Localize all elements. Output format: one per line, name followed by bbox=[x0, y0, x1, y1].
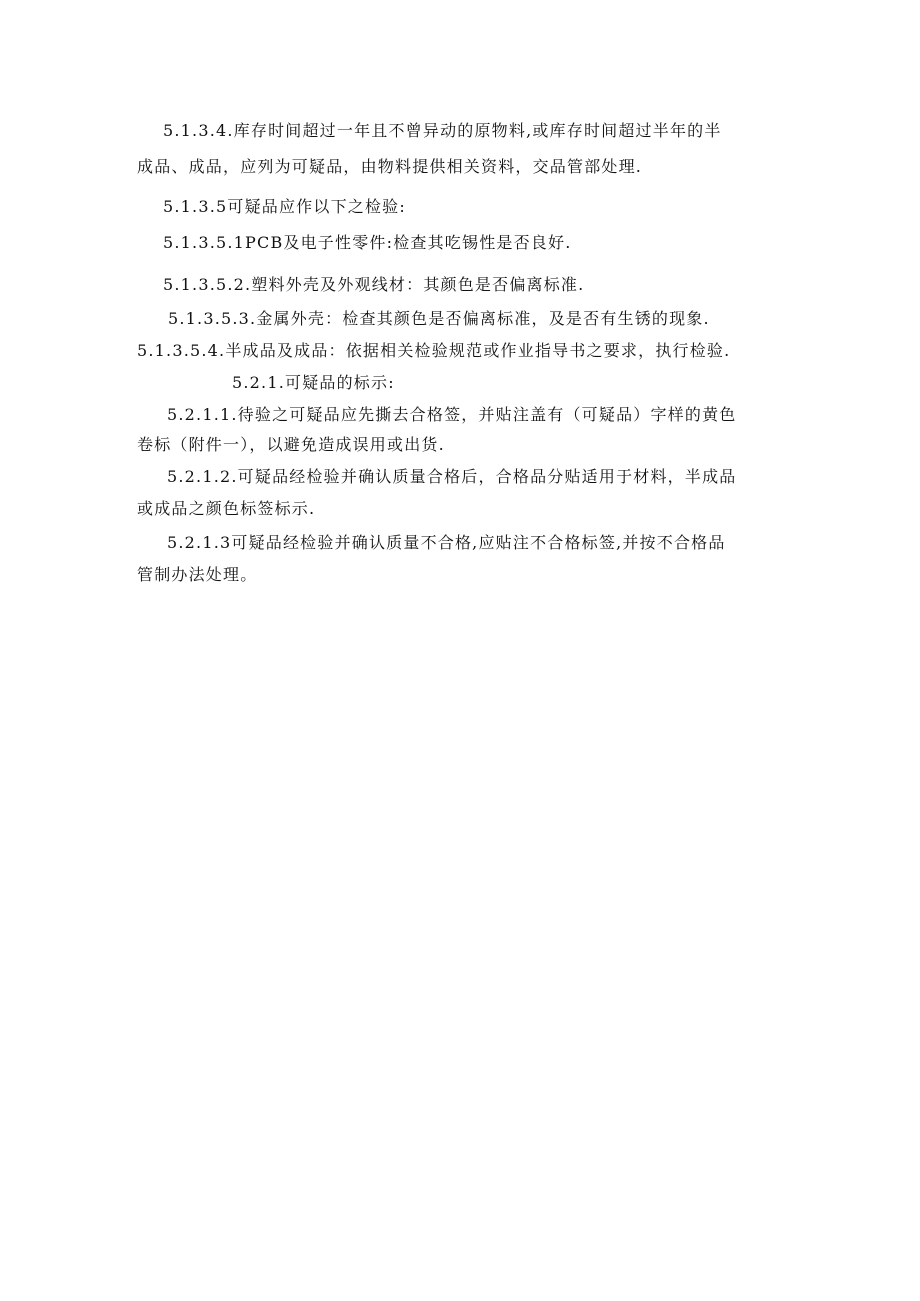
paragraph-5-2-1-1-line-1: 5.2.1.1.待验之可疑品应先撕去合格签，并贴注盖有（可疑品）字样的黄色 bbox=[167, 405, 737, 424]
paragraph-5-2-1-2-line-1: 5.2.1.2.可疑品经检验并确认质量合格后，合格品分贴适用于材料，半成品 bbox=[167, 467, 737, 486]
paragraph-5-2-1-2-line-2: 或成品之颜色标签标示. bbox=[137, 499, 316, 518]
paragraph-5-1-3-5: 5.1.3.5可疑品应作以下之检验: bbox=[163, 197, 406, 216]
paragraph-5-1-3-5-4: 5.1.3.5.4.半成品及成品：依据相关检验规范或作业指导书之要求，执行检验. bbox=[137, 341, 731, 360]
paragraph-5-1-3-4-line-2: 成品、成品，应列为可疑品，由物料提供相关资料，交品管部处理. bbox=[137, 157, 643, 176]
section-heading-5-2-1: 5.2.1.可疑品的标示: bbox=[232, 373, 395, 392]
paragraph-5-2-1-3-line-2: 管制办法处理。 bbox=[137, 565, 258, 584]
paragraph-5-1-3-4-line-1: 5.1.3.4.库存时间超过一年且不曾异动的原物料,或库存时间超过半年的半 bbox=[163, 121, 722, 140]
paragraph-5-2-1-3-line-1: 5.2.1.3可疑品经检验并确认质量不合格,应贴注不合格标签,并按不合格品 bbox=[167, 533, 726, 552]
paragraph-5-2-1-1-line-2: 卷标（附件一），以避免造成误用或出货. bbox=[137, 435, 445, 454]
paragraph-5-1-3-5-2: 5.1.3.5.2.塑料外壳及外观线材：其颜色是否偏离标准. bbox=[163, 275, 585, 294]
paragraph-5-1-3-5-3: 5.1.3.5.3.金属外壳：检查其颜色是否偏离标准，及是否有生锈的现象. bbox=[168, 309, 710, 328]
paragraph-5-1-3-5-1: 5.1.3.5.1PCB及电子性零件:检查其吃锡性是否良好. bbox=[163, 233, 572, 252]
